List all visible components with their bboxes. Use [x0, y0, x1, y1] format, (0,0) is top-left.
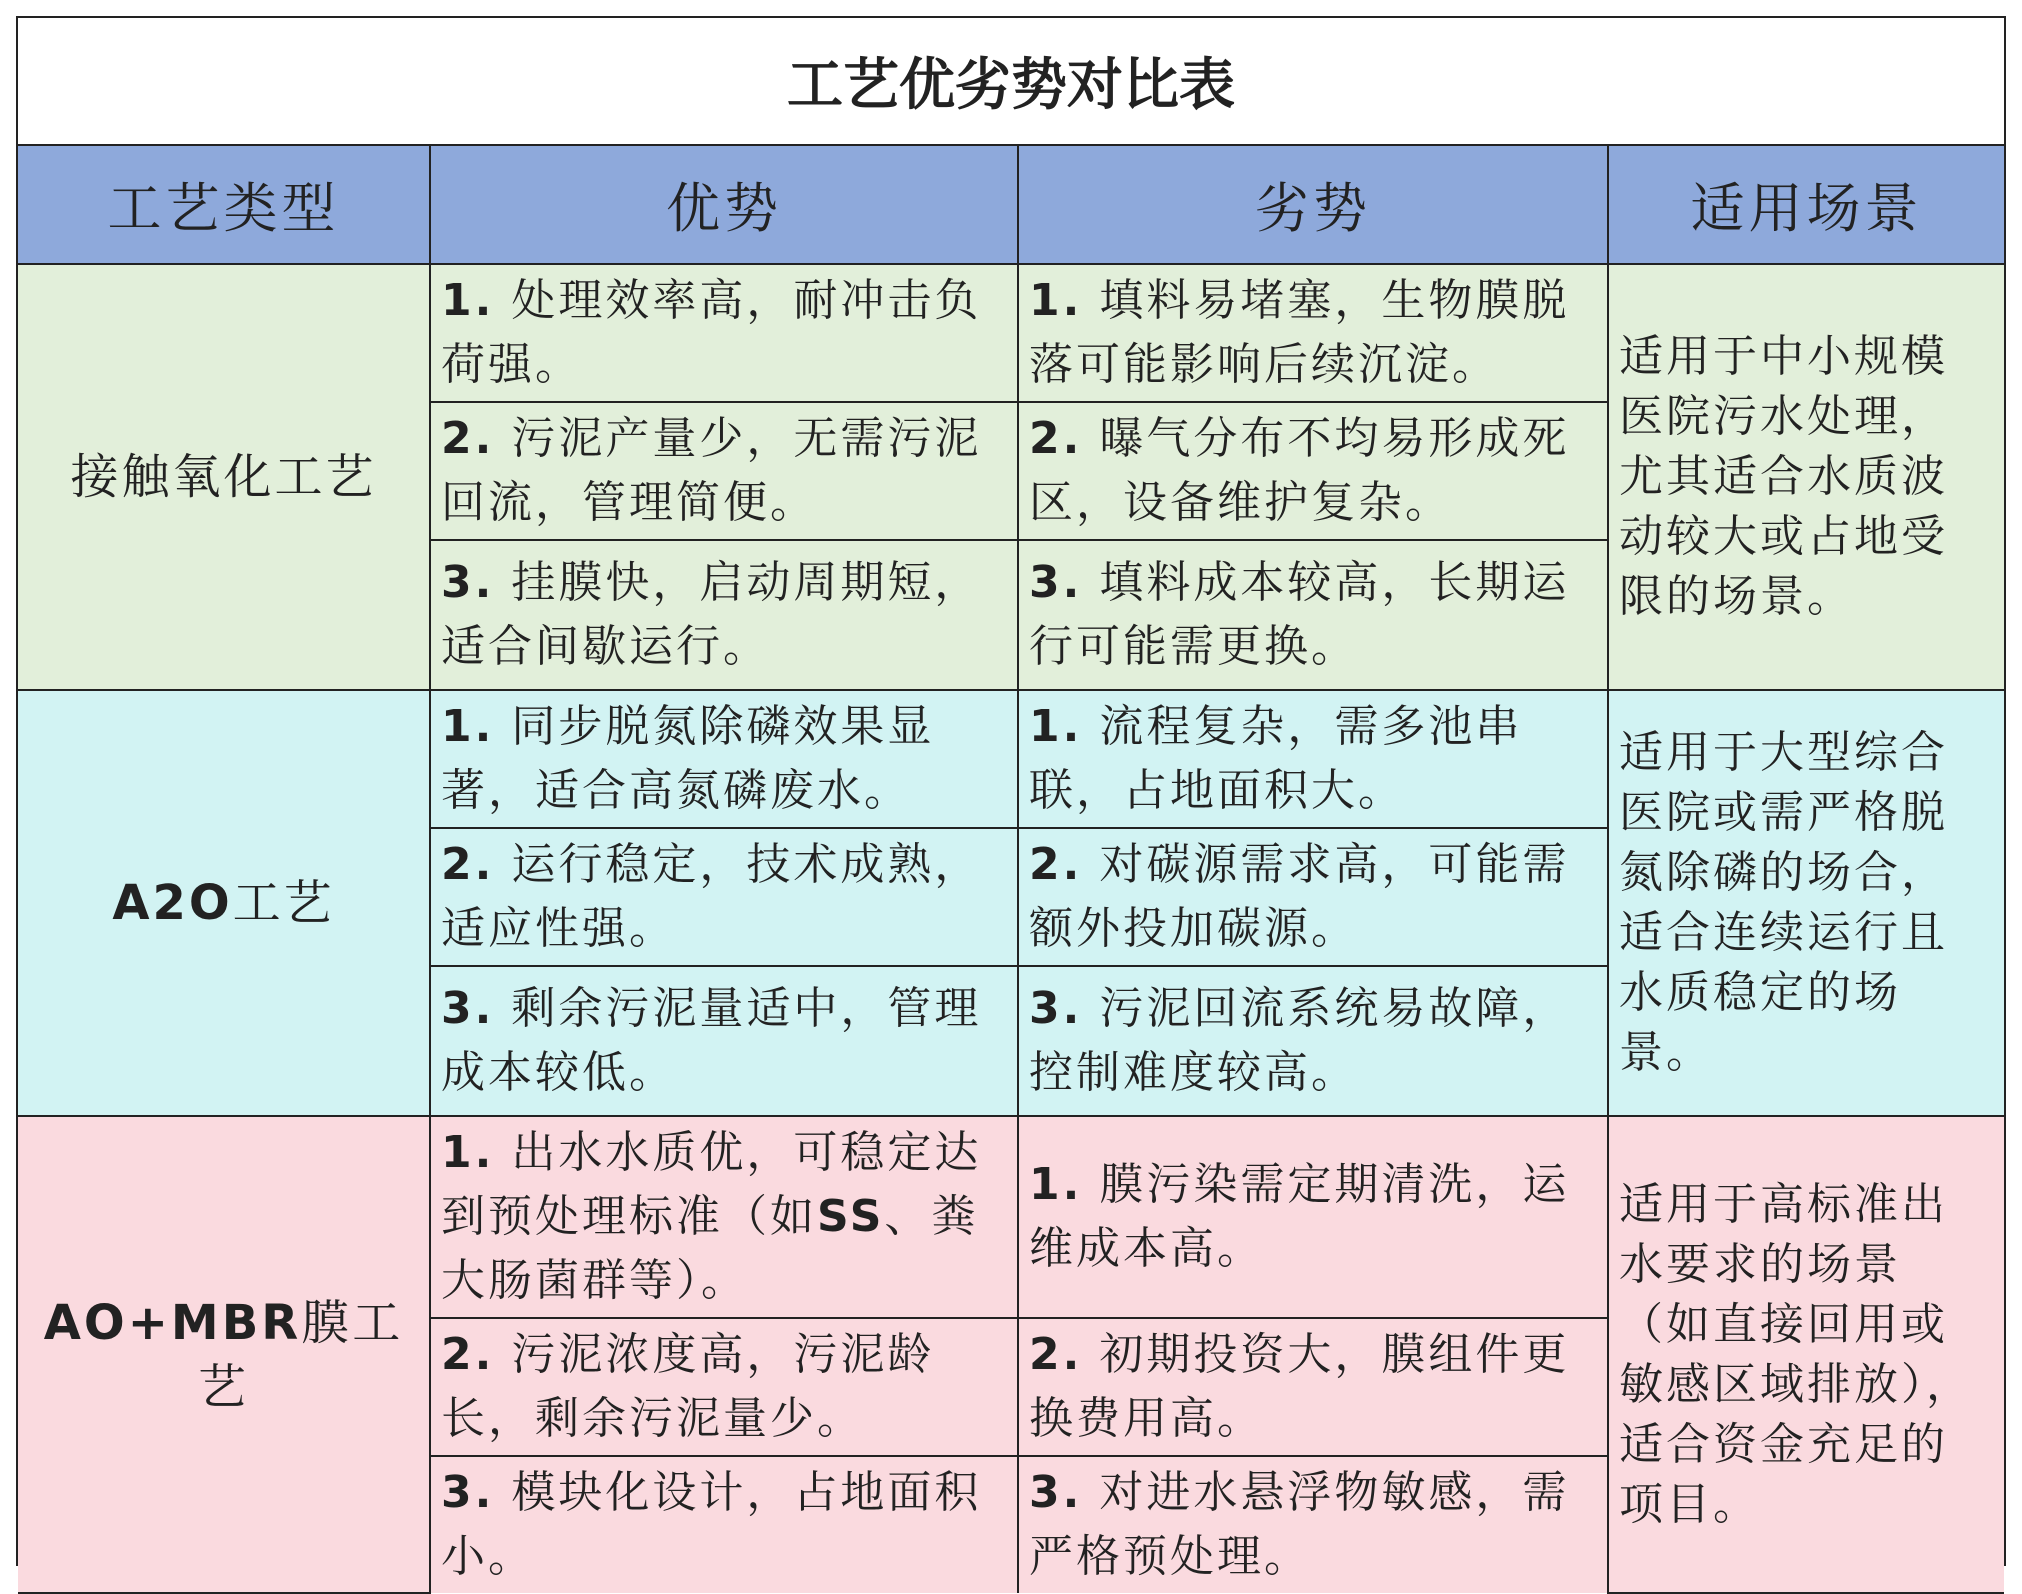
advantage-text: 污泥浓度高，污泥龄长，剩余污泥量少。 [441, 1329, 935, 1444]
disadvantage-text: 污泥回流系统易故障，控制难度较高。 [1029, 983, 1570, 1098]
advantage-text: 出水水质优，可稳定达到预处理标准（如 [441, 1127, 982, 1242]
comparison-table [18, 146, 2004, 1594]
process-type-text: 接触氧化工艺 [70, 449, 377, 505]
disadvantage-text: 曝气分布不均易形成死区，设备维护复杂。 [1029, 413, 1570, 528]
disadvantage-cell [1018, 966, 1608, 1116]
item-number: 2. [1029, 413, 1083, 464]
header-advantage: 优势 [430, 146, 1018, 264]
item-number: 1. [441, 1127, 495, 1178]
item-number: 3. [441, 983, 495, 1034]
scene-cell: 适用于高标准出水要求的场景（如直接回用或敏感区域排放），适合资金充足的项目。 [1608, 1116, 2004, 1593]
advantage-text: 污泥产量少，无需污泥回流，管理简便。 [441, 413, 982, 528]
advantage-text: 剩余污泥量适中，管理成本较低。 [441, 983, 982, 1098]
disadvantage-text: 对进水悬浮物敏感，需严格预处理。 [1029, 1467, 1570, 1582]
disadvantage-cell [1018, 1318, 1608, 1456]
disadvantage-text: 对碳源需求高，可能需额外投加碳源。 [1029, 839, 1570, 954]
process-type-text: 膜工艺 [197, 1294, 404, 1415]
advantage-cell [430, 966, 1018, 1116]
disadvantage-cell [1018, 264, 1608, 402]
advantage-text-latin: SS [817, 1191, 885, 1242]
advantage-cell [430, 540, 1018, 690]
advantage-text: 挂膜快，启动周期短，适合间歇运行。 [441, 557, 982, 672]
process-type-cell [18, 690, 430, 1116]
advantage-cell [430, 1318, 1018, 1456]
item-number: 2. [441, 413, 495, 464]
item-number: 1. [1029, 275, 1083, 326]
process-type-cell [18, 264, 430, 690]
item-number: 3. [441, 557, 495, 608]
advantage-text: 模块化设计，占地面积小。 [441, 1467, 982, 1582]
advantage-cell [430, 264, 1018, 402]
advantage-text: 处理效率高，耐冲击负荷强。 [441, 275, 982, 390]
header-scene: 适用场景 [1608, 146, 2004, 264]
scene-cell: 适用于中小规模医院污水处理，尤其适合水质波动较大或占地受限的场景。 [1608, 264, 2004, 690]
item-number: 2. [1029, 1329, 1083, 1380]
process-type-cell [18, 1116, 430, 1593]
disadvantage-text: 填料成本较高，长期运行可能需更换。 [1029, 557, 1570, 672]
scene-cell: 适用于大型综合医院或需严格脱氮除磷的场合，适合连续运行且水质稳定的场景。 [1608, 690, 2004, 1116]
page-title: 工艺优劣势对比表 [18, 18, 2004, 146]
table-row [18, 264, 2004, 402]
item-number: 3. [1029, 1467, 1083, 1518]
header-disadvantage: 劣势 [1018, 146, 1608, 264]
disadvantage-text: 初期投资大，膜组件更换费用高。 [1029, 1329, 1570, 1444]
item-number: 2. [441, 1329, 495, 1380]
disadvantage-text: 膜污染需定期清洗，运维成本高。 [1029, 1159, 1570, 1274]
disadvantage-cell [1018, 1456, 1608, 1593]
item-number: 3. [1029, 557, 1083, 608]
process-type-text: 工艺 [232, 875, 335, 931]
disadvantage-cell [1018, 1116, 1608, 1318]
comparison-sheet [16, 16, 2006, 1582]
advantage-text: 运行稳定，技术成熟，适应性强。 [441, 839, 982, 954]
advantage-cell [430, 1456, 1018, 1593]
table-row [18, 1116, 2004, 1318]
item-number: 1. [441, 275, 495, 326]
item-number: 2. [441, 839, 495, 890]
item-number: 1. [1029, 1159, 1083, 1210]
disadvantage-cell [1018, 402, 1608, 540]
item-number: 1. [1029, 701, 1083, 752]
disadvantage-cell [1018, 828, 1608, 966]
item-number: 1. [441, 701, 495, 752]
advantage-cell [430, 402, 1018, 540]
item-number: 3. [441, 1467, 495, 1518]
disadvantage-cell [1018, 690, 1608, 828]
advantage-cell [430, 1116, 1018, 1318]
header-type: 工艺类型 [18, 146, 430, 264]
advantage-text: 、粪大肠菌群等）。 [441, 1191, 979, 1306]
item-number: 2. [1029, 839, 1083, 890]
disadvantage-text: 流程复杂，需多池串联，占地面积大。 [1029, 701, 1523, 816]
advantage-cell [430, 828, 1018, 966]
advantage-cell [430, 690, 1018, 828]
process-type-latin: A2O [112, 875, 233, 931]
table-row [18, 690, 2004, 828]
disadvantage-text: 填料易堵塞，生物膜脱落可能影响后续沉淀。 [1029, 275, 1570, 390]
advantage-text: 同步脱氮除磷效果显著，适合高氮磷废水。 [441, 701, 935, 816]
disadvantage-cell [1018, 540, 1608, 690]
item-number: 3. [1029, 983, 1083, 1034]
header-row [18, 146, 2004, 264]
process-type-latin: AO+MBR [43, 1294, 302, 1351]
